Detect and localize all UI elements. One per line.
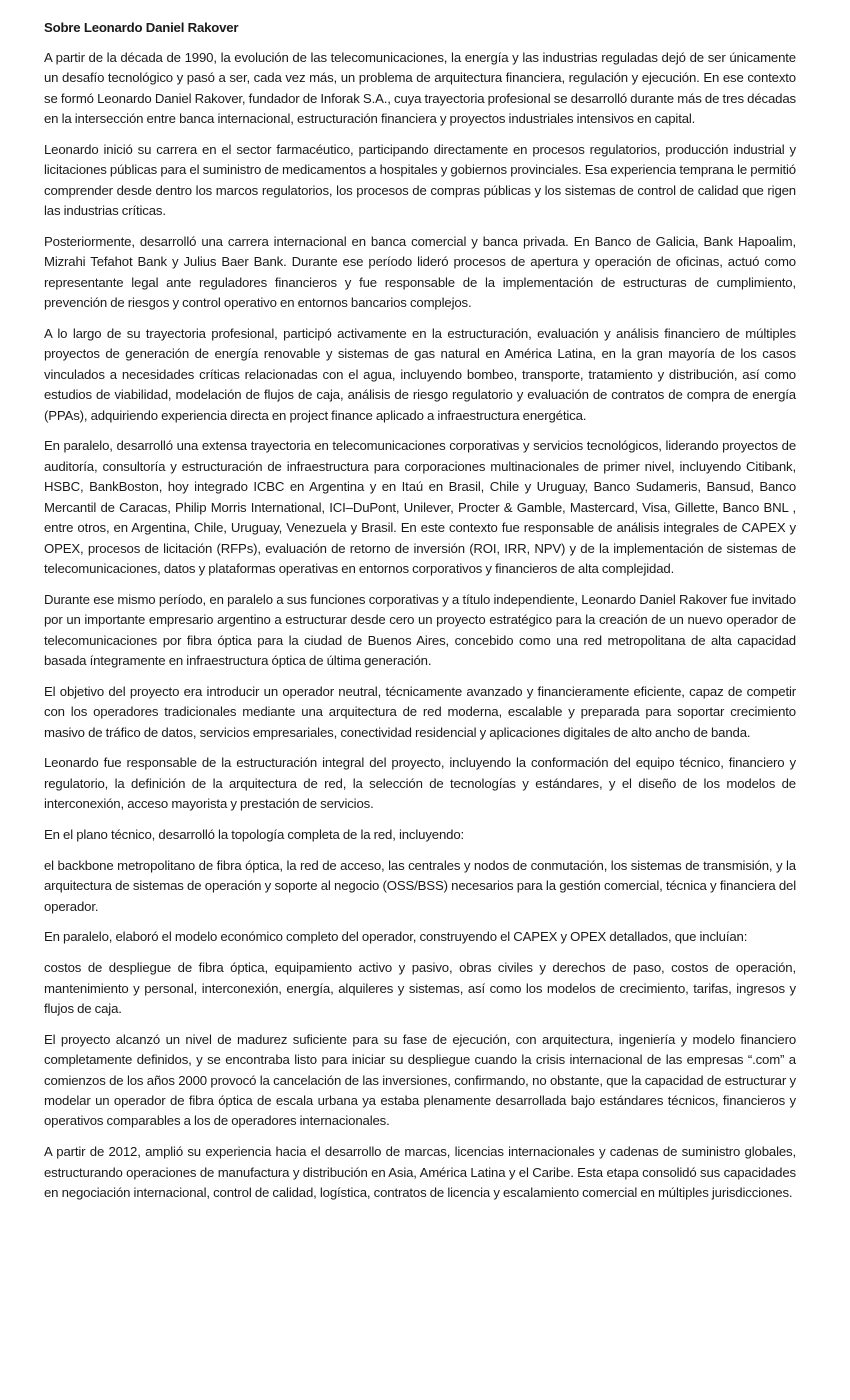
paragraph-banking-career: Posteriormente, desarrolló una carrera internacional en banca comercial y banca privada. En Banco de Galicia, Bank Hapoalim, Mizrahi Tefahot Bank y Julius Baer Bank. Durante ese período lideró procesos de apertura y operación de oficinas, actuó como representante legal ante reguladores financieros y fue responsable de la implementación de estructuras de cumplimiento, prevención de riesgos y control operativo en entornos bancarios complejos.	[44, 234, 796, 311]
paragraph-network-topology: el backbone metropolitano de fibra óptica, la red de acceso, las centrales y nodos de conmutación, los sistemas de transmisión, y la arquitectura de sistemas de operación y soporte al negocio (OSS/BSS) necesarios para la gestión comercial, técnica y financiera del operador.	[44, 857, 796, 914]
paragraph-project-structuring: Leonardo fue responsable de la estructuración integral del proyecto, incluyendo la conformación del equipo técnico, financiero y regulatorio, la definición de la arquitectura de red, la selección de tecnologías y estándares, y el diseño de los modelos de interconexión, acceso mayorista y prestación de servicios.	[44, 755, 796, 812]
paragraph-brands-licensing: A partir de 2012, amplió su experiencia hacia el desarrollo de marcas, licencias internacionales y cadenas de suministro globales, estructurando operaciones de manufactura y distribución en Asia, América Latina y el Caribe. Esta etapa consolidó sus capacidades en negociación internacional, control de calidad, logística, contratos de licencia y escalamiento comercial en múltiples jurisdicciones.	[44, 1144, 796, 1200]
paragraph-project-objective: El objetivo del proyecto era introducir un operador neutral, técnicamente avanzado y financieramente eficiente, capaz de competir con los operadores tradicionales mediante una arquitectura de red moderna, escalable y preparada para soportar crecimiento masivo de tráfico de datos, servicios empresariales, conectividad residencial y aplicaciones digitales de alto ancho de banda.	[44, 683, 796, 740]
paragraph-pharma-career: Leonardo inició su carrera en el sector farmacéutico, participando directamente en procesos regulatorios, producción industrial y licitaciones públicas para el suministro de medicamentos a hospitales y gobiernos provinciales. Esa experiencia temprana le permitió comprender desde dentro los marcos regulatorios, los procesos de compras públicas y los sistemas de control de calidad que rigen las industrias críticas.	[44, 142, 796, 219]
paragraph-telecom-career: En paralelo, desarrolló una extensa trayectoria en telecomunicaciones corporativas y servicios tecnológicos, liderando proyectos de auditoría, consultoría y estructuración de infraestructura para corporaciones multinacionales de primer nivel, incluyendo Citibank, HSBC, BankBoston, hoy integrado ICBC en Argentina y en Itaú en Brasil, Chile y Uruguay, Banco Sudameris, Bansud, Banco Mercantil de Caracas, Philip Morris International, ICI–DuPont, Unilever, Procter & Gamble, Mastercard, Visa, Gillette, Banco BNL , entre otros, en Argentina, Chile, Uruguay, Venezuela y Brasil. En este contexto fue responsable de análisis integrales de CAPEX y OPEX, procesos de licitación (RFPs), evaluación de retorno de inversión (ROI, IRR, NPV) y de la implementación de sistemas de telecomunicaciones, datos y plataformas operativas en entornos corporativos y financieros de alta complejidad.	[44, 438, 796, 576]
paragraph-intro: A partir de la década de 1990, la evolución de las telecomunicaciones, la energía y las industrias reguladas dejó de ser únicamente un desafío tecnológico y pasó a ser, cada vez más, un problema de arquitectura financiera, regulación y ejecución. En ese contexto se formó Leonardo Daniel Rakover, fundador de Inforak S.A., cuya trayectoria profesional se desarrolló durante más de tres décadas en la intersección entre banca internacional, estructuración financiera y proyectos industriales intensivos en capital.	[44, 50, 796, 127]
document-title: Sobre Leonardo Daniel Rakover	[44, 20, 239, 35]
paragraph-fiber-project: Durante ese mismo período, en paralelo a sus funciones corporativas y a título independiente, Leonardo Daniel Rakover fue invitado por un importante empresario argentino a estructurar desde cero un proyecto estratégico para la creación de un nuevo operador de telecomunicaciones por fibra óptica para la ciudad de Buenos Aires, concebido como una red metropolitana de alta capacidad basada íntegramente en infraestructura óptica de última generación.	[44, 591, 796, 668]
paragraph-project-outcome: El proyecto alcanzó un nivel de madurez suficiente para su fase de ejecución, con arquitectura, ingeniería y modelo financiero completamente definidos, y se encontraba listo para iniciar su despliegue cuando la crisis internacional de las empresas “.com” a comienzos de los años 2000 provocó la cancelación de las inversiones, confirmando, no obstante, que la capacidad de estructurar y modelar un operador de fibra óptica de escala urbana ya estaba plenamente desarrollada bajo estándares técnicos, financieros y operativos comparables a los de operadores internacionales.	[44, 1031, 796, 1129]
paragraph-economic-model: En paralelo, elaboró el modelo económico completo del operador, construyendo el CAPEX y OPEX detallados, que incluían:	[44, 929, 748, 945]
paragraph-technical-plane: En el plano técnico, desarrolló la topología completa de la red, incluyendo:	[44, 826, 465, 842]
paragraph-cost-items: costos de despliegue de fibra óptica, equipamiento activo y pasivo, obras civiles y derechos de paso, costos de operación, mantenimiento y personal, interconexión, energía, alquileres y sistemas, así como los modelos de crecimiento, tarifas, ingresos y flujos de caja.	[44, 960, 796, 1016]
paragraph-energy-projects: A lo largo de su trayectoria profesional, participó activamente en la estructuración, evaluación y análisis financiero de múltiples proyectos de generación de energía renovable y sistemas de gas natural en América Latina, en la gran mayoría de los casos vinculados a necesidades críticas relacionadas con el agua, incluyendo bombeo, transporte, tratamiento y distribución, así como estudios de viabilidad, modelación de flujos de caja, análisis de riesgo regulatorio y evaluación de contratos de compra de energía (PPAs), adquiriendo experiencia directa en project finance aplicado a infraestructura energética.	[44, 326, 796, 423]
